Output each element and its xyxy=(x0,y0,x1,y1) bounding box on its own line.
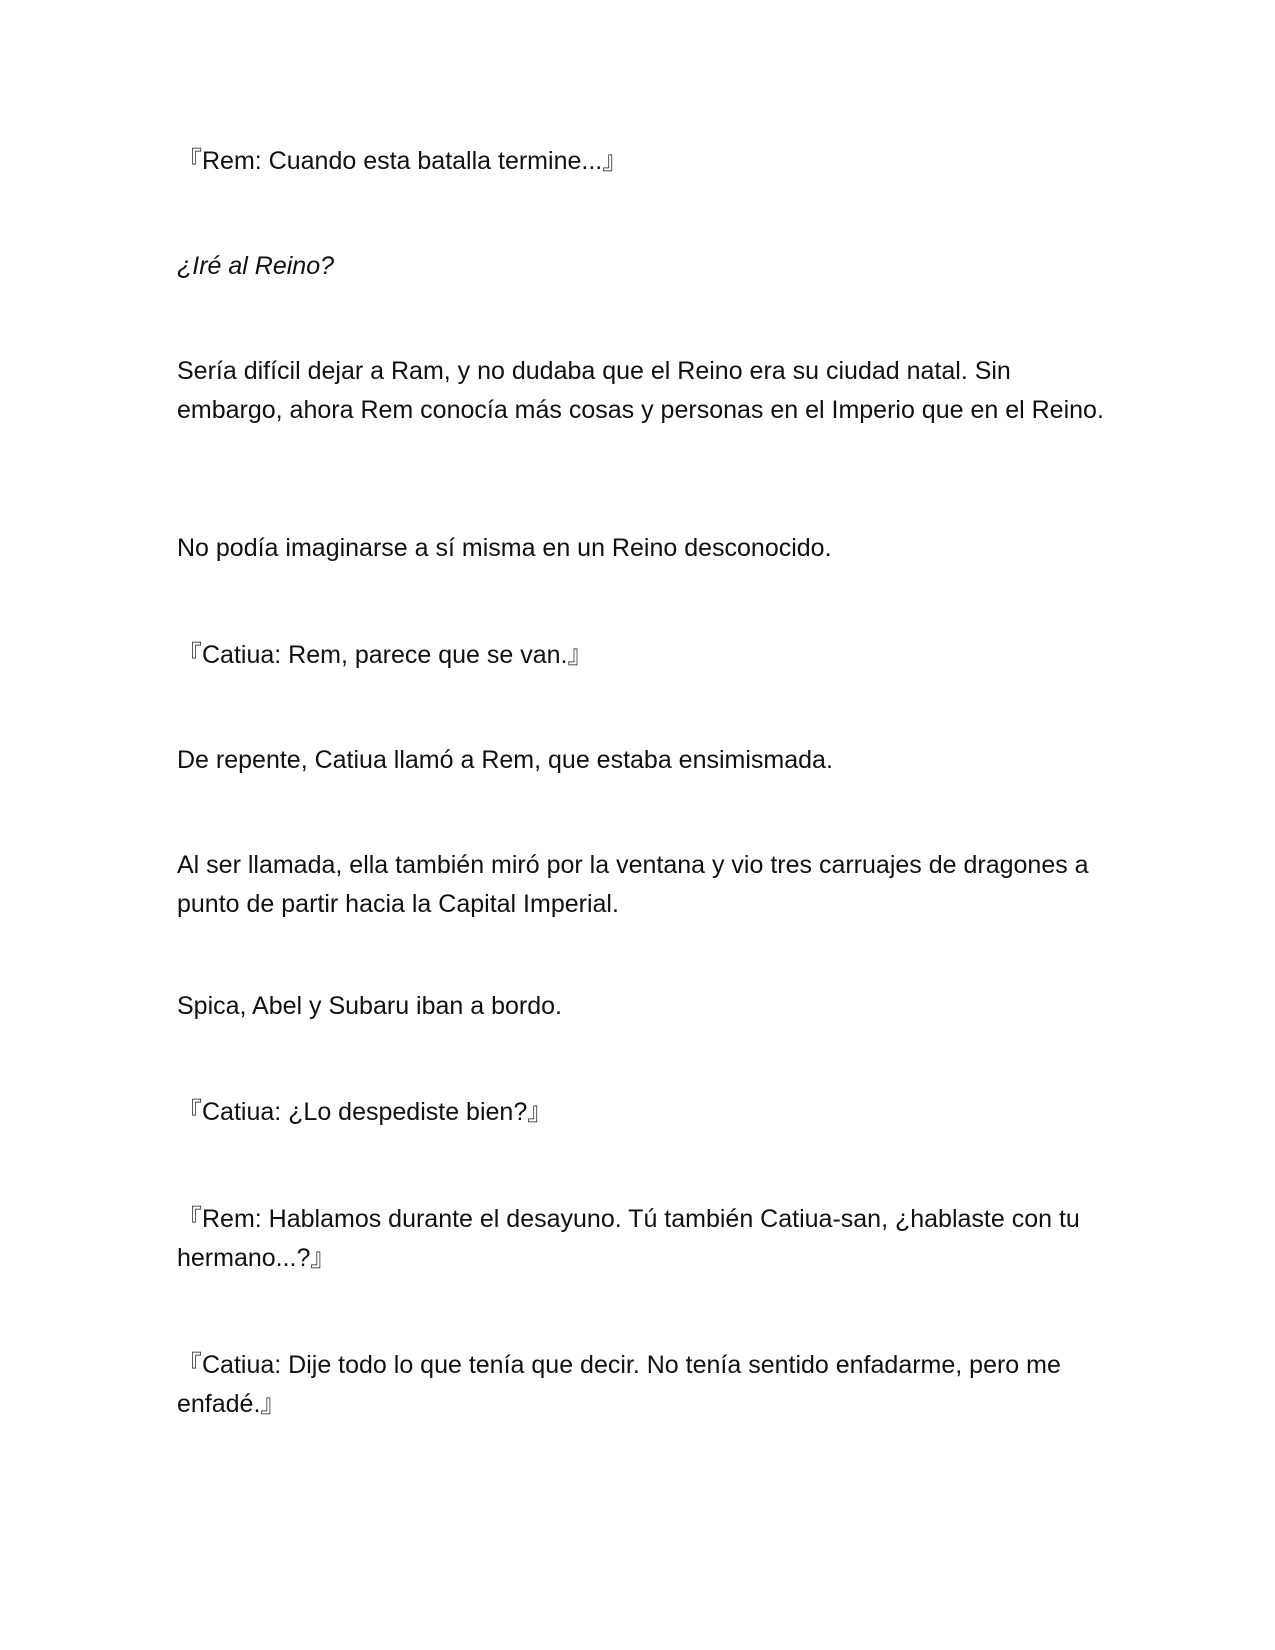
paragraph-thought: ¿Iré al Reino? xyxy=(177,252,335,280)
paragraph-dialogue-catiua-1: 『Catiua: Rem, parece que se van.』 xyxy=(177,641,593,669)
paragraph-dialogue-rem-2: 『Rem: Hablamos durante el desayuno. Tú también Catiua-san, ¿hablaste con tu hermano...?』 xyxy=(177,1205,1080,1272)
paragraph-dialogue-catiua-2: 『Catiua: ¿Lo despediste bien?』 xyxy=(177,1098,553,1126)
paragraph-narration-1: Sería difícil dejar a Ram, y no dudaba que el Reino era su ciudad natal. Sin embargo, ahora Rem conocía más cosas y personas en el Imperio que en el Reino. xyxy=(177,357,1104,424)
paragraph-narration-2: No podía imaginarse a sí misma en un Reino desconocido. xyxy=(177,534,832,562)
paragraph-dialogue-rem-1: 『Rem: Cuando esta batalla termine...』 xyxy=(177,147,628,175)
paragraph-narration-3: De repente, Catiua llamó a Rem, que estaba ensimismada. xyxy=(177,746,833,774)
paragraph-narration-5: Spica, Abel y Subaru iban a bordo. xyxy=(177,992,562,1020)
paragraph-dialogue-catiua-3: 『Catiua: Dije todo lo que tenía que decir. No tenía sentido enfadarme, pero me enfadé.』 xyxy=(177,1351,1061,1418)
paragraph-narration-4: Al ser llamada, ella también miró por la ventana y vio tres carruajes de dragones a punto de partir hacia la Capital Imperial. xyxy=(177,851,1089,918)
